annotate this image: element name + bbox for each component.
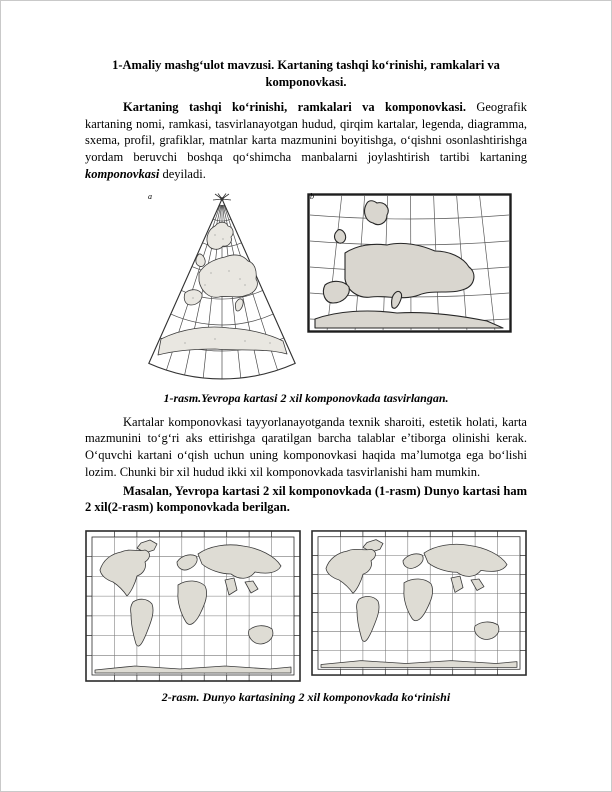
figure-1-right-label: b [310, 191, 314, 201]
figure-1 [145, 193, 527, 383]
world-map-content [312, 531, 526, 675]
figure-2-caption: 2-rasm. Dunyo kartasining 2 xil komponovkada ko‘rinishi [161, 690, 451, 704]
document-title: 1-Amaliy mashg‘ulot mavzusi. Kartaning tashqi ko‘rinishi, ramkalari va komponovkasi. [112, 58, 500, 89]
intro-lead-text: Kartaning tashqi ko‘rinishi, ramkalari va komponovkasi. [123, 99, 466, 114]
figure-2 [85, 530, 527, 682]
body-paragraph-3: Masalan, Yevropa kartasi 2 xil komponovkada (1-rasm) Dunyo kartasi ham 2 xil(2-rasm) komponovkada berilgan. [85, 483, 527, 515]
pole-star-icon [213, 193, 231, 200]
world-map-content [86, 531, 300, 681]
page-content [1, 1, 611, 705]
body-paragraph-2: Kartalar komponovkasi tayyorlanayotganda texnik sharoiti, estetik holati, karta mazmunini to‘g‘ri aks ettirishga qaratilgan barcha talablar e’tiborga olinishi kerak. O‘quvchi kartani o‘qish uchun uning komponovkasi haqida ma’lumotga ega bo‘lishi lozim. Chunki bir xil hudud ikki xil komponovkada tasvirlanishi ham mumkin. [85, 414, 527, 479]
intro-tail-text: deyiladi. [159, 166, 206, 181]
intro-paragraph [85, 99, 527, 183]
figure-1-caption: 1-rasm.Yevropa kartasi 2 xil komponovkada tasvirlangan. [163, 390, 449, 405]
world-map-1 [85, 530, 301, 682]
intro-body-text: Geografik kartaning nomi, ramkasi, tasvirlanayotgan hudud, qirqim kartalar, legenda, diagramma, sxema, profil, grafiklar, matnlar karta mazmunini boyitishga, o‘qishni osonlashtirishga yordam beruvchi boshqa qo‘shimcha manbalarni joylashtirish tartibi kartaning [85, 99, 528, 164]
figure-1-left-label: a [148, 191, 152, 201]
intro-emphasis-text: komponovkasi [85, 166, 160, 181]
figure-1-left-map-wrap [145, 193, 302, 383]
europe-framed-map [307, 193, 512, 333]
world-map-2 [311, 530, 527, 676]
figure-1-right-map-wrap [307, 193, 512, 333]
conic-land [158, 222, 287, 355]
europe-conic-map [145, 193, 302, 383]
